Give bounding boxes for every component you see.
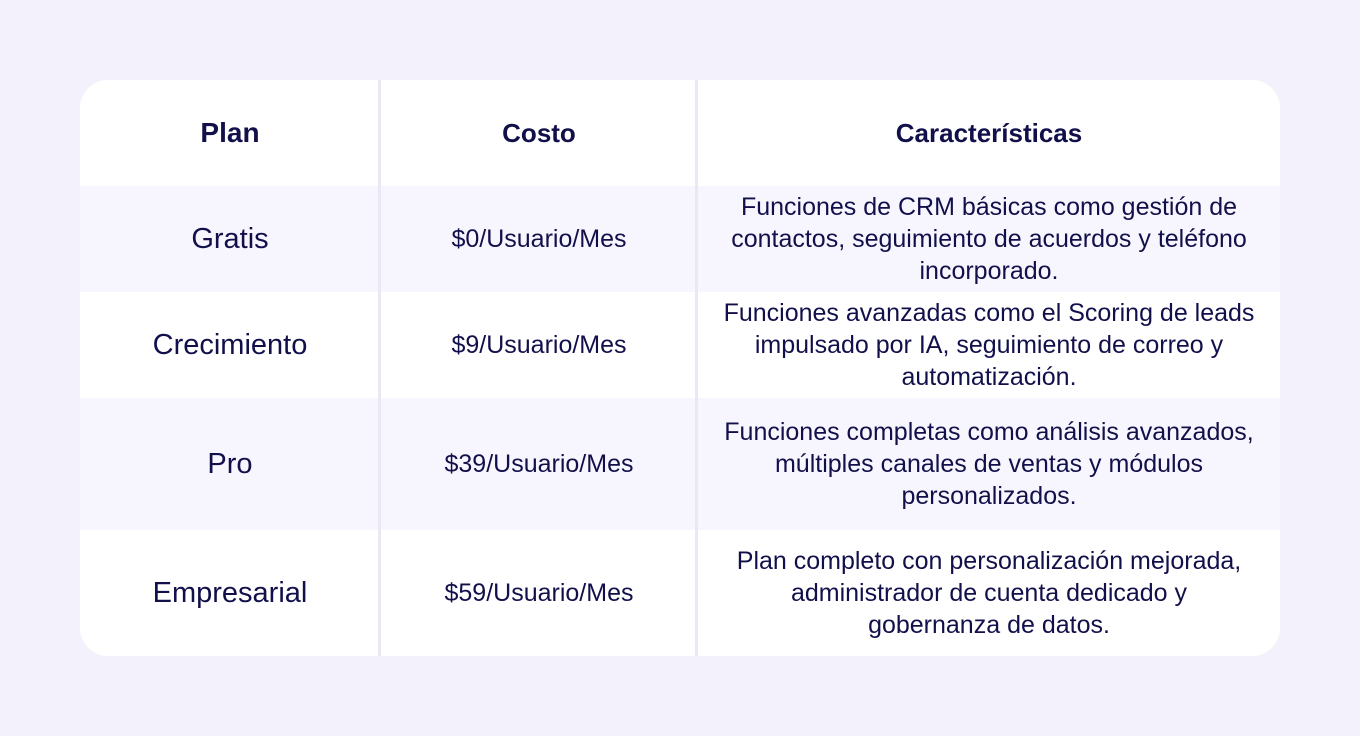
plan-features: Funciones de CRM básicas como gestión de contactos, seguimiento de acuerdos y teléfono incorporado. — [731, 193, 1247, 285]
table-row — [80, 292, 1280, 398]
table-row — [80, 186, 1280, 292]
plan-name: Gratis — [191, 222, 269, 255]
plan-features: Plan completo con personalización mejorada, administrador de cuenta dedicado y gobernanza de datos. — [736, 547, 1242, 639]
table-row — [80, 530, 1280, 656]
table-header-row — [80, 80, 1280, 186]
column-divider — [695, 80, 698, 656]
column-divider — [378, 80, 381, 656]
header-cost: Costo — [502, 117, 576, 148]
plan-cost: $59/Usuario/Mes — [444, 578, 634, 607]
plan-name: Crecimiento — [152, 328, 308, 361]
plan-features: Funciones avanzadas como el Scoring de leads impulsado por IA, seguimiento de correo y automatización. — [723, 299, 1255, 391]
plan-name: Empresarial — [152, 576, 308, 609]
plan-cost: $9/Usuario/Mes — [451, 330, 627, 359]
plan-cost: $39/Usuario/Mes — [444, 449, 634, 478]
header-features: Características — [895, 117, 1083, 148]
header-plan: Plan — [200, 117, 260, 148]
plan-features: Funciones completas como análisis avanzados, múltiples canales de ventas y módulos personalizados. — [724, 418, 1254, 510]
plan-name: Pro — [207, 447, 253, 480]
table-row — [80, 398, 1280, 530]
pricing-table — [80, 80, 1280, 656]
plan-cost: $0/Usuario/Mes — [451, 224, 627, 253]
